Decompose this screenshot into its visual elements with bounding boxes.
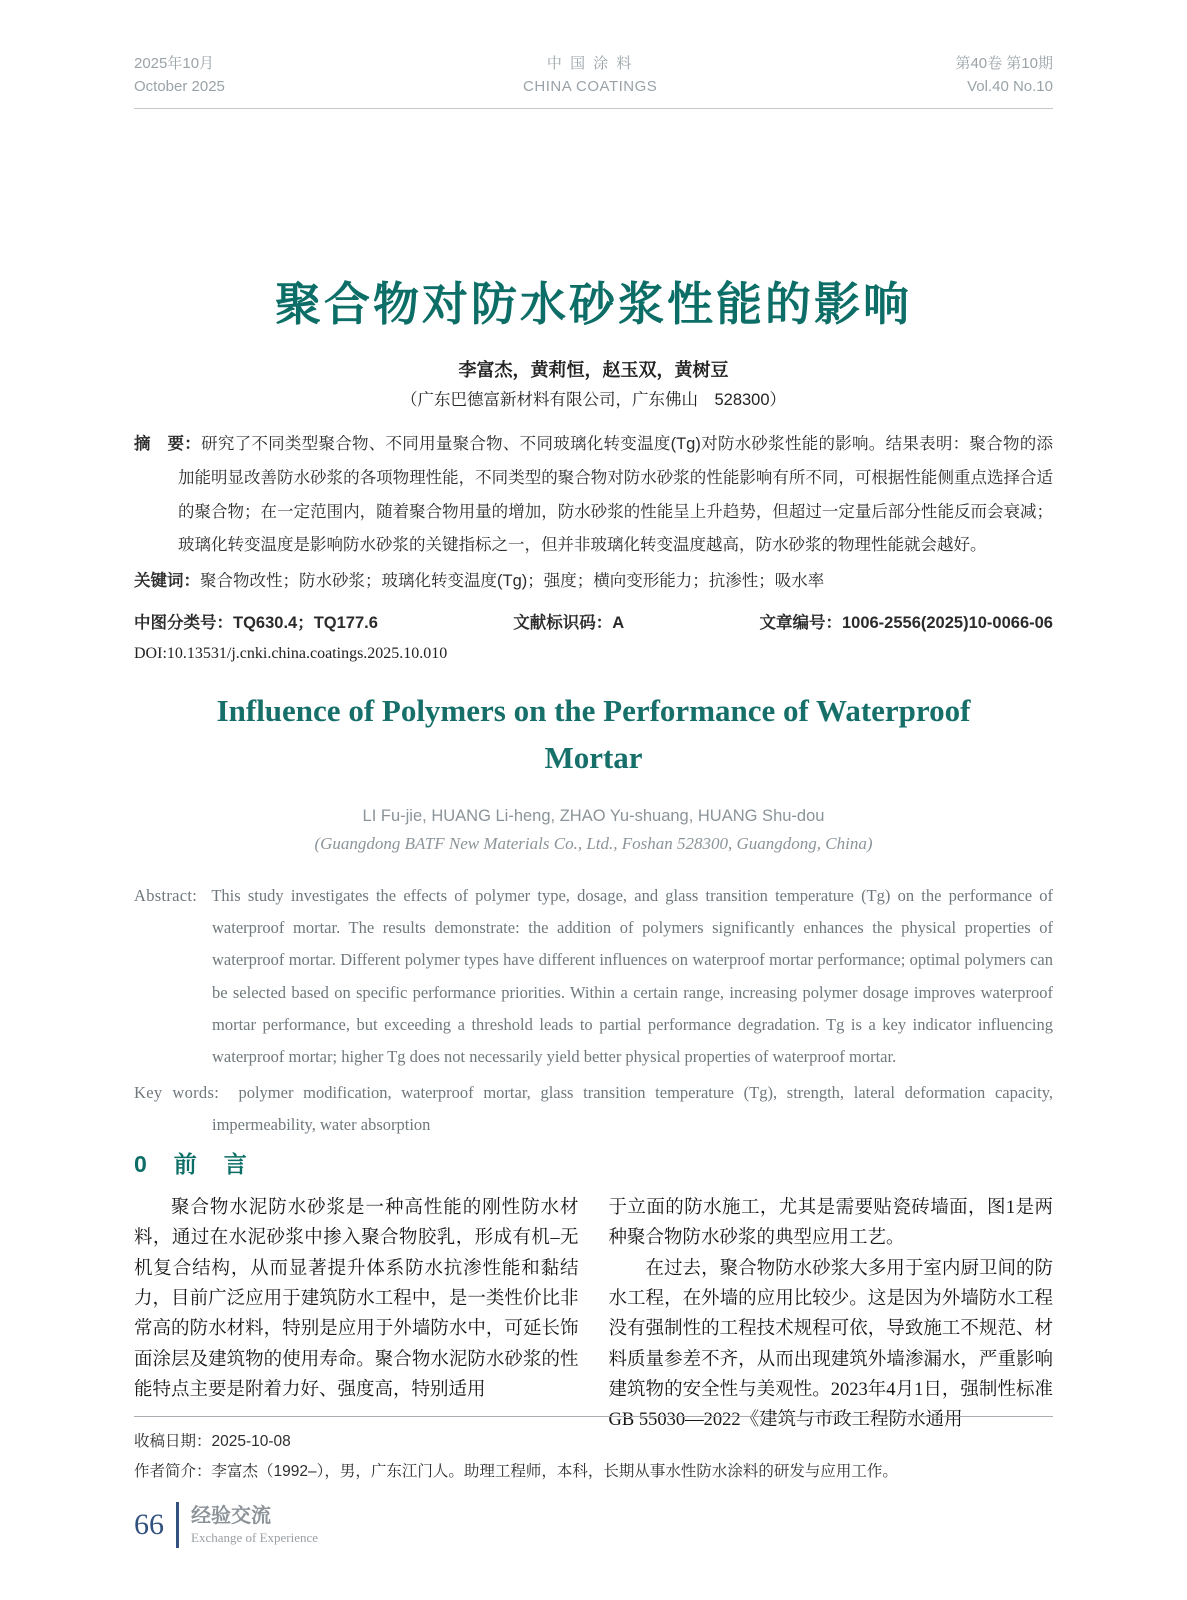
page-footer [134,1502,1053,1548]
clc-label: 中图分类号： [134,614,233,633]
journal-issue-cn: 第40卷 第10期 [955,55,1053,72]
abstract-label-cn: 摘 要： [134,435,202,453]
keywords-text-cn: 聚合物改性；防水砂浆；玻璃化转变温度(Tg)；强度；横向变形能力；抗渗性；吸水率 [200,572,825,591]
abstract-text-cn: 研究了不同类型聚合物、不同用量聚合物、不同玻璃化转变温度(Tg)对防水砂浆性能的影响。结果表明：聚合物的添加能明显改善防水砂浆的各项物理性能，不同类型的聚合物对防水砂浆的性能影响有所不同，可根据性能侧重点选择合适的聚合物；在一定范围内，随着聚合物用量的增加，防水砂浆的性能呈上升趋势，但超过一定量后部分性能反而会衰减；玻璃化转变温度是影响防水砂浆的关键指标之一，但并非玻璃化转变温度越高，防水砂浆的物理性能就会越好。 [178,435,1053,555]
abstract-en [134,880,1053,1073]
page-number: 66 [134,1508,164,1541]
abstract-cn [134,428,1053,563]
doc-code-label: 文献标识码： [513,614,613,633]
abstract-text-en: This study investigates the effects of polymer type, dosage, and glass transition temperature (Tg) on the performance of waterproof mortar. The results demonstrate: the addition of polymers significantly enhances the physical properties of waterproof mortar. Different polymer types have different influences on waterproof mortar performance; optimal polymers can be selected based on specific performance priorities. Within a certain range, increasing polymer dosage improves waterproof mortar performance, but exceeding a threshold leads to partial performance degradation. Tg is a key indicator influencing waterproof mortar; higher Tg does not necessarily yield better physical properties of waterproof mortar. [211,886,1054,1066]
authors-cn: 李富杰，黄莉恒，赵玉双，黄树豆 [458,360,729,380]
journal-header [134,52,1053,109]
keywords-text-en: polymer modification, waterproof mortar, glass transition temperature (Tg), strength, lateral deformation capacity, impermeability, water absorption [212,1083,1053,1135]
article-title-en: Influence of Polymers on the Performance of Waterproof Mortar [216,693,971,775]
intro-section [134,1146,1053,1436]
keywords-label-cn: 关键词： [134,572,200,591]
affiliation-cn: （广东巴德富新材料有限公司，广东佛山 528300） [400,391,787,409]
received-date-label: 收稿日期： [134,1433,212,1450]
article-title-cn: 聚合物对防水砂浆性能的影响 [275,278,912,330]
paragraph: 聚合物水泥防水砂浆是一种高性能的刚性防水材料，通过在水泥砂浆中掺入聚合物胶乳，形成有机–无机复合结构，从而显著提升体系防水抗渗性能和黏结力，目前广泛应用于建筑防水工程中，是一类性价比非常高的防水材料，特别是应用于外墙防水中，可延长饰面涂层及建筑物的使用寿命。聚合物水泥防水砂浆的性能特点主要是附着力好、强度高，特别适用 [134,1198,579,1400]
column-title [191,1505,318,1546]
journal-name [523,52,657,99]
column-title-en: Exchange of Experience [191,1529,319,1545]
section-heading-foreword: 0 前 言 [134,1151,249,1177]
journal-issue [955,52,1053,99]
doc-code-value: A [612,614,625,633]
intro-column-left [134,1193,579,1436]
author-bio-value: 李富杰（1992–），男，广东江门人。助理工程师，本科，长期从事水性防水涂料的研发与应用工作。 [211,1463,898,1481]
clc-number [134,609,378,633]
footer-divider-bar [176,1502,179,1548]
english-block [134,688,1053,1141]
classification-row [134,609,1053,633]
journal-name-cn: 中 国 涂 料 [546,55,634,72]
keywords-en [134,1077,1053,1141]
meta-block-cn [134,428,1053,663]
article-id-value: 1006-2556(2025)10-0066-06 [841,614,1053,633]
paragraph: 于立面的防水施工，尤其是需要贴瓷砖墙面，图1是两种聚合物防水砂浆的典型应用工艺。 [608,1198,1053,1249]
two-column-text [134,1193,1053,1436]
journal-issue-en: Vol.40 No.10 [967,78,1053,96]
footnotes [134,1416,1053,1487]
keywords-cn [134,565,1053,599]
author-bio [134,1457,1053,1487]
keywords-label-en: Key words: [134,1083,220,1103]
clc-value: TQ630.4；TQ177.6 [233,614,378,633]
received-date-value: 2025-10-08 [211,1433,291,1450]
journal-date [134,52,225,99]
affiliation-en: (Guangdong BATF New Materials Co., Ltd., Foshan 528300, Guangdong, China) [314,834,873,853]
document-code [513,609,624,633]
paragraph: 在过去，聚合物防水砂浆大多用于室内厨卫间的防水工程，在外墙的应用比较少。这是因为外墙防水工程没有强制性的工程技术规程可依，导致施工不规范、材料质量参差不齐，从而出现建筑外墙渗漏水，严重影响建筑物的安全性与美观性。2023年4月1日，强制性标准GB 55030—2022《建筑与市政工程防水通用 [608,1258,1053,1431]
article-id [759,609,1053,633]
abstract-label-en: Abstract: [134,886,198,905]
column-title-cn: 经验交流 [191,1504,271,1527]
journal-date-en: October 2025 [134,78,225,96]
intro-column-right [609,1193,1054,1436]
article-id-label: 文章编号： [759,614,842,633]
journal-name-en: CHINA COATINGS [523,78,658,96]
received-date [134,1427,1053,1457]
author-bio-label: 作者简介： [134,1463,212,1481]
meta-block-en [134,880,1053,1141]
authors-en: LI Fu-jie, HUANG Li-heng, ZHAO Yu-shuang, HUANG Shu-dou [362,807,825,825]
doi: DOI:10.13531/j.cnki.china.coatings.2025.10.010 [134,645,448,663]
journal-date-cn: 2025年10月 [134,55,215,72]
